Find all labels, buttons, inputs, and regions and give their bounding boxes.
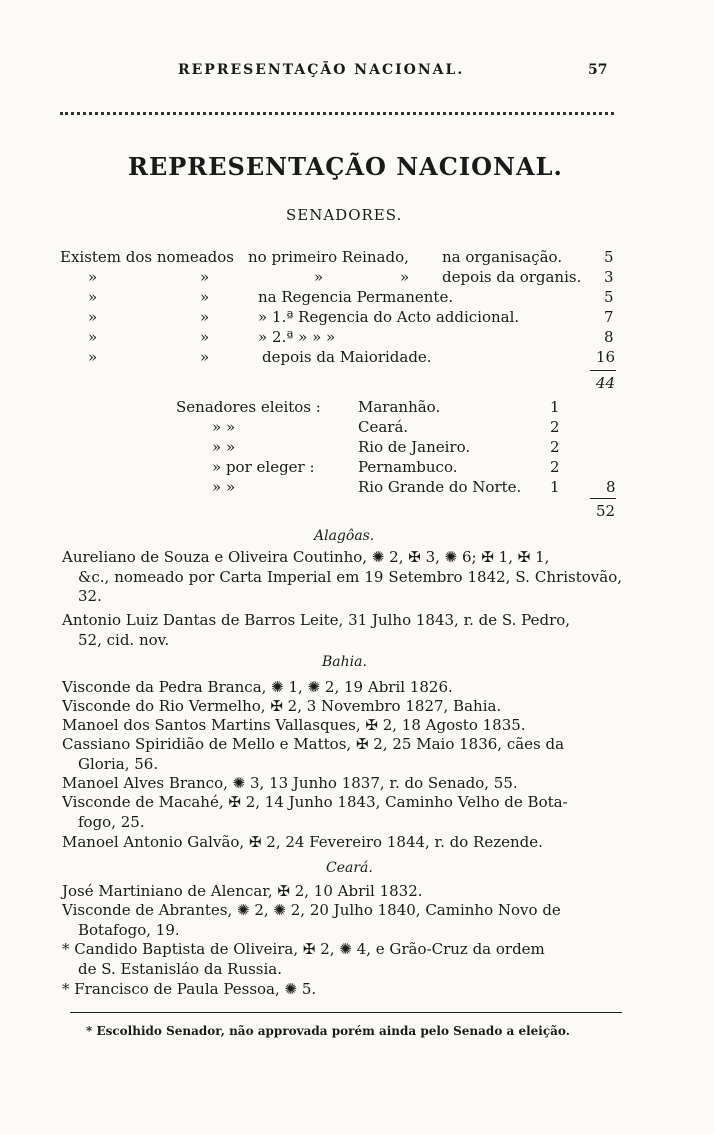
row-period: depois da organis. (442, 268, 582, 286)
elected-label: » por eleger : (212, 458, 315, 476)
entry-continuation: de S. Estanisláo da Russia. (78, 959, 283, 978)
entry-line: Manoel Antonio Galvão, ✠ 2, 24 Fevereiro 1844, r. do Rezende. (62, 833, 543, 851)
row-period: na organisação. (442, 248, 563, 266)
senator-entry (62, 678, 622, 698)
entry-line: Visconde de Macahé, ✠ 2, 14 Junho 1843, Caminho Velho de Bota- (62, 793, 568, 811)
province-value: 2 (550, 438, 560, 456)
entry-continuation: Botafogo, 19. (78, 920, 180, 939)
row-value: 3 (604, 268, 614, 286)
grand-total: 52 (596, 502, 616, 520)
entry-line: Visconde do Rio Vermelho, ✠ 2, 3 Novembro 1827, Bahia. (62, 697, 502, 715)
province: Pernambuco. (358, 458, 458, 476)
row-value: 16 (596, 348, 616, 366)
province-value: 1 (550, 398, 560, 416)
province: Maranhão. (358, 398, 441, 416)
ditto-mark: » (314, 268, 324, 286)
ditto-mark: » (88, 348, 98, 366)
entry-continuation: 52, cid. nov. (78, 630, 170, 649)
running-title: REPRESENTAÇÃO NACIONAL. (178, 62, 465, 78)
senator-entry (62, 833, 622, 853)
entry-continuation: fogo, 25. (78, 812, 145, 831)
entry-line: José Martiniano de Alencar, ✠ 2, 10 Abril 1832. (62, 882, 423, 900)
elected-label: Senadores eleitos : (176, 398, 321, 416)
senator-entry (62, 735, 622, 774)
row-label: Existem dos nomeados (60, 248, 234, 266)
row-period: na Regencia Permanente. (258, 288, 454, 306)
senator-entry (62, 980, 622, 1000)
senator-entry (62, 793, 622, 832)
ditto-mark: » (200, 328, 210, 346)
header-rule (60, 112, 614, 115)
province: Rio Grande do Norte. (358, 478, 522, 496)
ditto-mark: » (200, 288, 210, 306)
ditto-mark: » (200, 348, 210, 366)
entry-line: Manoel Alves Branco, ✺ 3, 13 Junho 1837, r. do Senado, 55. (62, 774, 518, 792)
row-value: 8 (604, 328, 614, 346)
row-value: 5 (604, 288, 614, 306)
province: Rio de Janeiro. (358, 438, 471, 456)
sum-rule (590, 498, 616, 499)
section-heading-bahia: Bahia. (322, 654, 367, 670)
entry-line: Aureliano de Souza e Oliveira Coutinho, ✺ 2, ✠ 3, ✺ 6; ✠ 1, ✠ 1, (62, 548, 550, 566)
senator-entry (62, 548, 622, 607)
senator-entry (62, 697, 622, 717)
ditto-mark: » (88, 268, 98, 286)
row-period: » 2.ª » » » (258, 328, 336, 346)
elected-label: » » (212, 478, 236, 496)
row-period: depois da Maioridade. (262, 348, 432, 366)
section-subtitle: SENADORES. (286, 206, 403, 224)
entry-line: Manoel dos Santos Martins Vallasques, ✠ 2, 18 Agosto 1835. (62, 716, 526, 734)
entry-line: Cassiano Spiridião de Mello e Mattos, ✠ 2, 25 Maio 1836, cães da (62, 735, 565, 753)
footnote-rule (70, 1012, 622, 1013)
province-value: 1 (550, 478, 560, 496)
senator-entry (62, 716, 622, 736)
elected-label: » » (212, 438, 236, 456)
row-value: 7 (604, 308, 614, 326)
senator-entry (62, 774, 622, 794)
senator-entry (62, 940, 622, 979)
nominated-total: 44 (596, 374, 616, 392)
senator-entry (62, 882, 622, 902)
entry-line: * Francisco de Paula Pessoa, ✺ 5. (62, 980, 317, 998)
ditto-mark: » (88, 288, 98, 306)
entry-line: * Candido Baptista de Oliveira, ✠ 2, ✺ 4, e Grão-Cruz da ordem (62, 940, 545, 958)
section-heading-alagoas: Alagôas. (314, 528, 375, 544)
entry-continuation: &c., nomeado por Carta Imperial em 19 Setembro 1842, S. Christovão, 32. (78, 567, 622, 605)
row-reign: no primeiro Reinado, (248, 248, 409, 266)
province-value: 2 (550, 458, 560, 476)
page-number: 57 (588, 62, 608, 78)
section-heading-ceara: Ceará. (326, 860, 373, 876)
entry-continuation: Gloria, 56. (78, 754, 159, 773)
senator-entry (62, 611, 622, 650)
ditto-mark: » (400, 268, 410, 286)
entry-line: Visconde da Pedra Branca, ✺ 1, ✺ 2, 19 Abril 1826. (62, 678, 453, 696)
province-value: 2 (550, 418, 560, 436)
sum-rule (590, 370, 616, 371)
elected-subtotal: 8 (606, 478, 616, 496)
entry-line: Antonio Luiz Dantas de Barros Leite, 31 Julho 1843, r. de S. Pedro, (62, 611, 571, 629)
ditto-mark: » (200, 308, 210, 326)
ditto-mark: » (88, 308, 98, 326)
elected-label: » » (212, 418, 236, 436)
ditto-mark: » (200, 268, 210, 286)
page-title: REPRESENTAÇÃO NACIONAL. (128, 152, 563, 181)
nominated-row (60, 248, 234, 267)
entry-line: Visconde de Abrantes, ✺ 2, ✺ 2, 20 Julho 1840, Caminho Novo de (62, 901, 561, 919)
row-value: 5 (604, 248, 614, 266)
province: Ceará. (358, 418, 409, 436)
ditto-mark: » (88, 328, 98, 346)
senator-entry (62, 901, 622, 940)
footnote: * Escolhido Senador, não approvada porém ainda pelo Senado a eleição. (86, 1024, 570, 1038)
row-period: » 1.ª Regencia do Acto addicional. (258, 308, 520, 326)
